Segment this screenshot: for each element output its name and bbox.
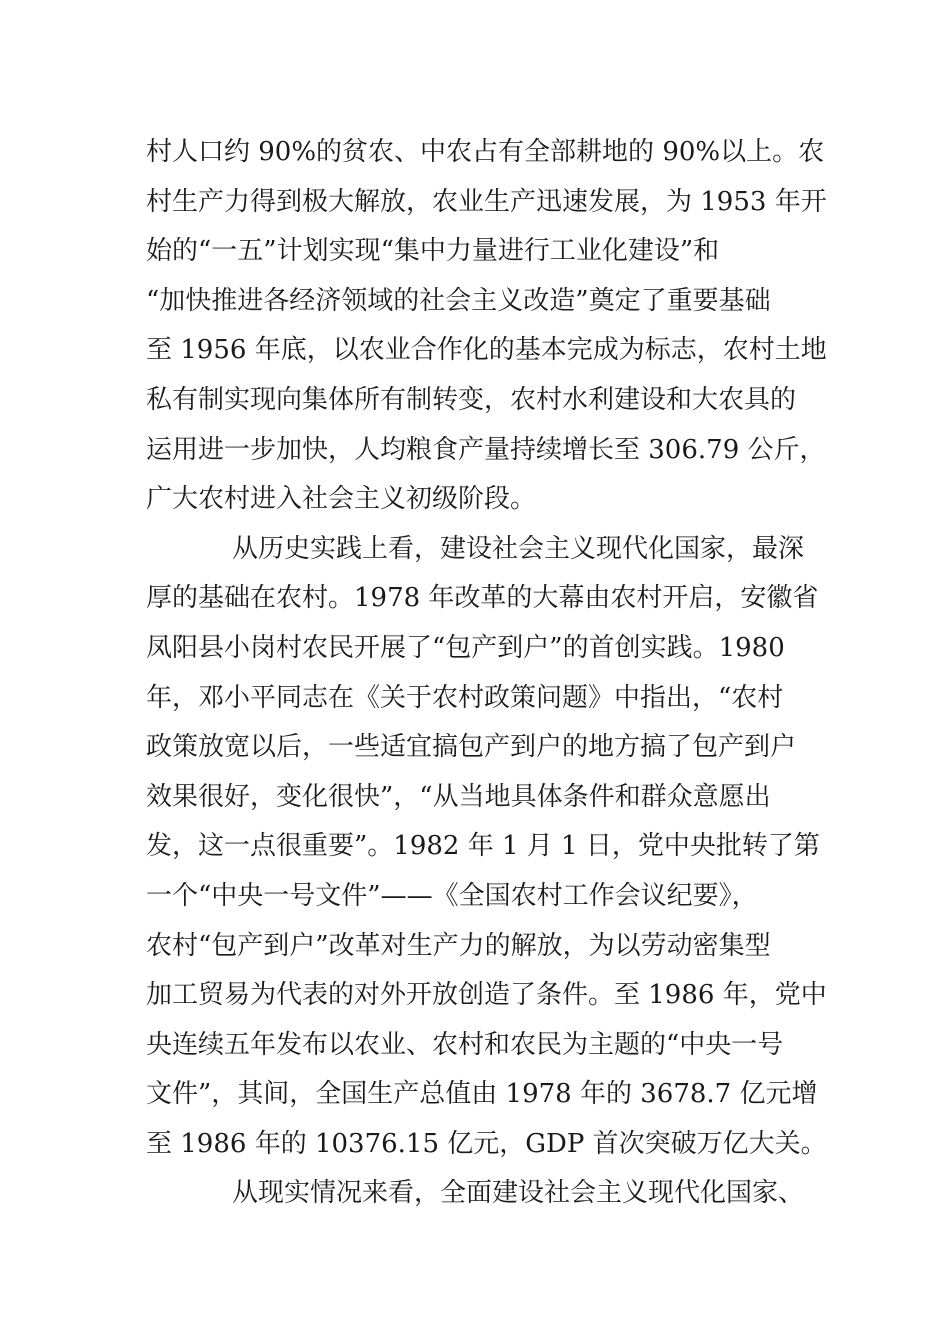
text-line: 运用进一步加快，人均粮食产量持续增长至 306.79 公斤， (146, 434, 826, 465)
text-line: 发，这一点很重要”。1982 年 1 月 1 日，党中央批转了第 (146, 831, 820, 862)
text-line: 至 1986 年的 10376.15 亿元，GDP 首次突破万亿大关。 (146, 1128, 827, 1159)
text-line: 始的“一五”计划实现“集中力量进行工业化建设”和 (146, 236, 720, 267)
text-line: 效果很好，变化很快”，“从当地具体条件和群众意愿出 (146, 781, 771, 812)
body-text (146, 128, 827, 1219)
text-line: 村生产力得到极大解放，农业生产迅速发展，为 1953 年开 (146, 186, 827, 217)
text-line: 政策放宽以后，一些适宜搞包产到户的地方搞了包产到户 (146, 732, 797, 763)
text-line: 农村“包产到户”改革对生产力的解放，为以劳动密集型 (146, 930, 771, 961)
text-line: 凤阳县小岗村农民开展了“包产到户”的首创实践。1980 (146, 632, 785, 663)
paragraph-start-line: 从历史实践上看，建设社会主义现代化国家，最深 (232, 533, 805, 564)
text-line: 私有制实现向集体所有制转变，农村水利建设和大农具的 (146, 384, 797, 415)
text-line: 广大农村进入社会主义初级阶段。 (146, 484, 537, 515)
text-line: 年，邓小平同志在《关于农村政策问题》中指出，“农村 (146, 682, 784, 713)
text-line: 厚的基础在农村。1978 年改革的大幕由农村开启，安徽省 (146, 583, 819, 614)
text-line: 加工贸易为代表的对外开放创造了条件。至 1986 年，党中 (146, 980, 827, 1011)
paragraph-start-line: 从现实情况来看，全面建设社会主义现代化国家、 (232, 1178, 805, 1209)
text-line: 文件”，其间，全国生产总值由 1978 年的 3678.7 亿元增 (146, 1079, 818, 1110)
text-line: “加快推进各经济领域的社会主义改造”奠定了重要基础 (146, 285, 771, 316)
text-line: 村人口约 90%的贫农、中农占有全部耕地的 90%以上。农 (146, 137, 825, 167)
text-line: 至 1956 年底，以农业合作化的基本完成为标志，农村土地 (146, 335, 827, 366)
text-line: 一个“中央一号文件”——《全国农村工作会议纪要》， (146, 880, 758, 911)
text-line: 央连续五年发布以农业、农村和农民为主题的“中央一号 (146, 1029, 784, 1060)
